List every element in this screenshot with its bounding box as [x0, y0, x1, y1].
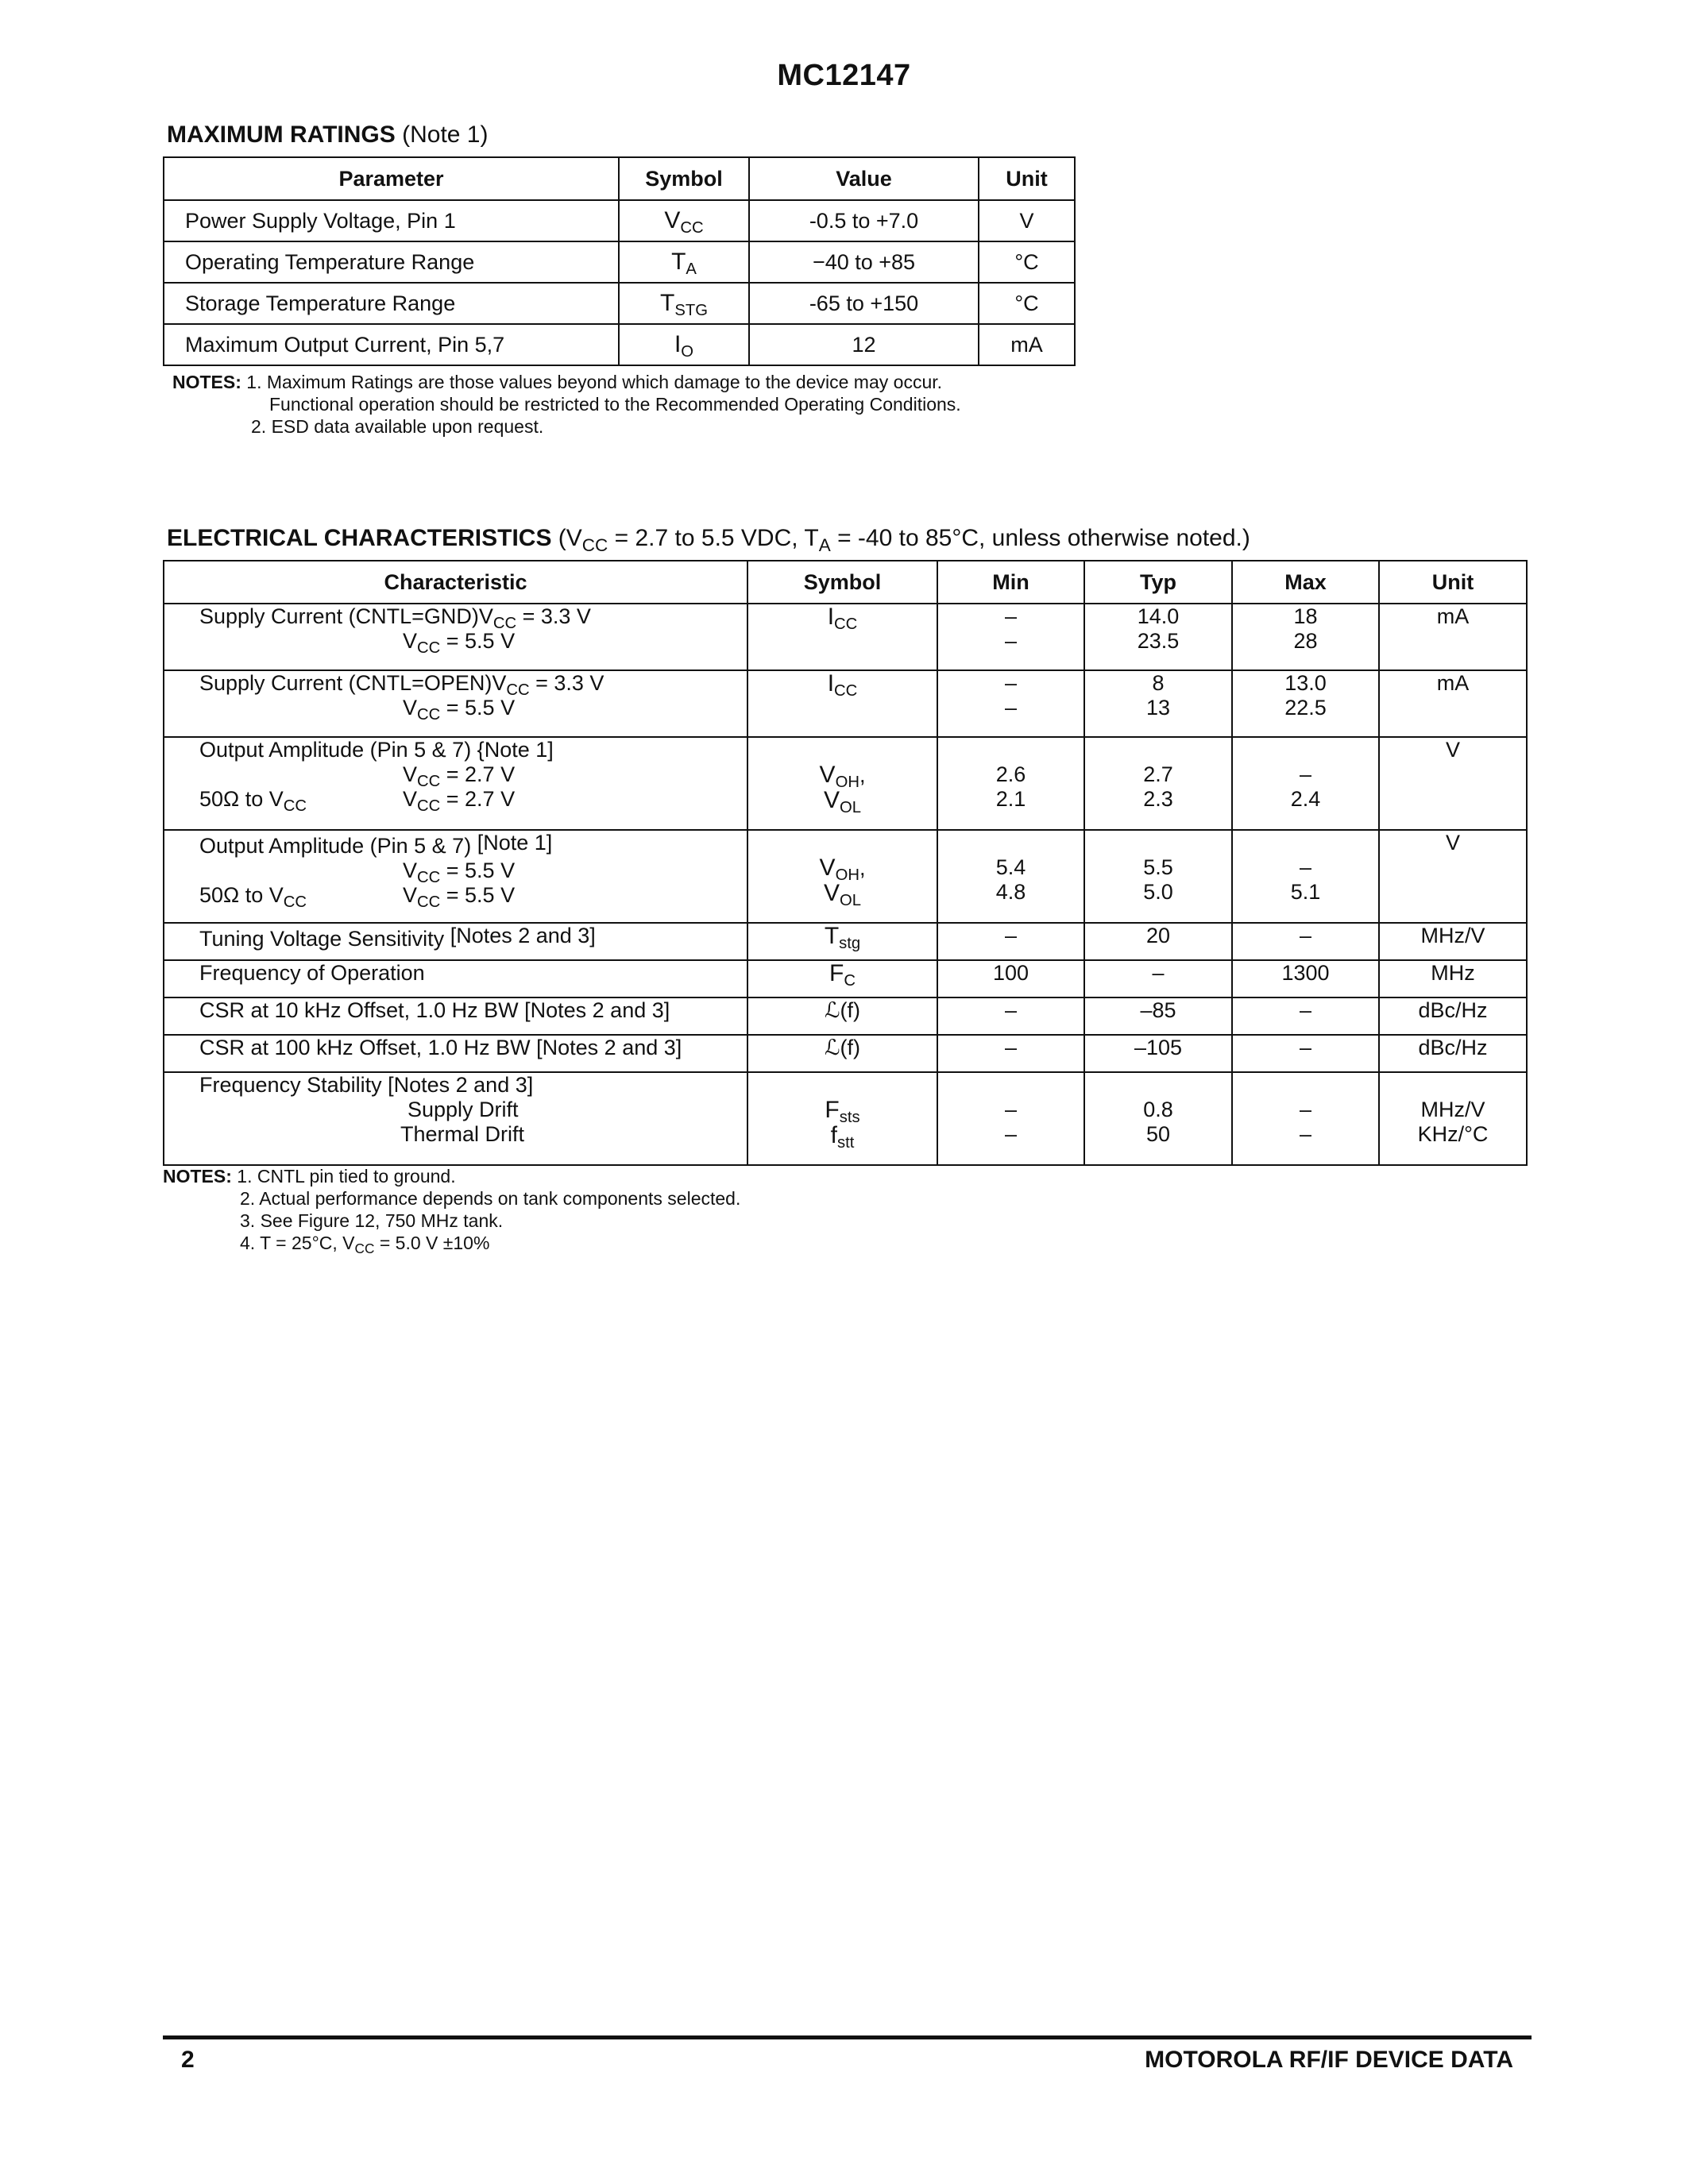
- param-cell: Storage Temperature Range: [164, 283, 619, 324]
- characteristic-cell: Frequency Stability [Notes 2 and 3] Supply Drift Thermal Drift: [164, 1072, 747, 1165]
- typ-cell: 2.7 2.3: [1084, 737, 1232, 830]
- symbol-cell: $T_{stg}$: [747, 923, 937, 960]
- symbol-cell: ℒ(f): [747, 1035, 937, 1072]
- param-cell: Power Supply Voltage, Pin 1: [164, 200, 619, 241]
- table-row: [164, 241, 1075, 283]
- min-cell: –: [937, 1035, 1084, 1072]
- max-ratings-notes: [172, 371, 961, 438]
- typ-cell: 8 13: [1084, 670, 1232, 737]
- table-row: [164, 1072, 1527, 1165]
- max-cell: – 2.4: [1232, 737, 1379, 830]
- col-header: Value: [749, 157, 979, 200]
- max-cell: 18 28: [1232, 604, 1379, 670]
- unit-cell: °C: [979, 283, 1075, 324]
- note-item: 1. CNTL pin tied to ground.: [237, 1166, 456, 1187]
- symbol-cell: $I_{CC}$: [747, 604, 937, 670]
- table-row: [164, 737, 1527, 830]
- characteristic-cell: CSR at 100 kHz Offset, 1.0 Hz BW [Notes 2 and 3]: [164, 1035, 747, 1072]
- col-header: Typ: [1084, 561, 1232, 604]
- table-row: [164, 997, 1527, 1035]
- col-header: Symbol: [747, 561, 937, 604]
- table-row: [164, 670, 1527, 737]
- unit-cell: mA: [1379, 670, 1527, 737]
- unit-cell: MHz/V KHz/°C: [1379, 1072, 1527, 1165]
- page-number: 2: [181, 2047, 195, 2073]
- symbol-cell: ℒ(f): [747, 997, 937, 1035]
- max-cell: –: [1232, 1035, 1379, 1072]
- footer-title: MOTOROLA RF/IF DEVICE DATA: [1145, 2047, 1513, 2073]
- max-cell: 1300: [1232, 960, 1379, 997]
- max-cell: – 5.1: [1232, 830, 1379, 923]
- value-cell: −40 to +85: [749, 241, 979, 283]
- note-item: 4. T = 25°C, $V_{CC} = 5.0$ V ±10%: [240, 1233, 490, 1257]
- electrical-conditions: ($V_{CC} = 2.7$ to 5.5 VDC, $T_A = -40$ to 85°C, unless otherwise noted.): [558, 525, 1250, 555]
- typ-cell: 5.5 5.0: [1084, 830, 1232, 923]
- max-ratings-heading: [167, 121, 488, 149]
- col-header: Symbol: [619, 157, 749, 200]
- note-item: 2. Actual performance depends on tank components selected.: [240, 1188, 741, 1209]
- max-cell: – –: [1232, 1072, 1379, 1165]
- symbol-cell: $V_{CC}$: [619, 200, 749, 241]
- value-cell: -0.5 to +7.0: [749, 200, 979, 241]
- characteristic-cell: CSR at 10 kHz Offset, 1.0 Hz BW [Notes 2 and 3]: [164, 997, 747, 1035]
- characteristic-cell: Supply Current $(CNTL=OPEN)V_{CC} = 3.3$ V $V_{CC} = 5.5$ V: [164, 670, 747, 737]
- typ-cell: 20: [1084, 923, 1232, 960]
- col-header: Unit: [979, 157, 1075, 200]
- electrical-title: ELECTRICAL CHARACTERISTICS: [167, 525, 552, 551]
- note-item: 1. Maximum Ratings are those values beyond which damage to the device may occur.: [246, 372, 943, 392]
- characteristic-cell: Frequency of Operation: [164, 960, 747, 997]
- note-item: 3. See Figure 12, 750 MHz tank.: [240, 1210, 504, 1231]
- min-cell: 100: [937, 960, 1084, 997]
- unit-cell: mA: [979, 324, 1075, 365]
- symbol-cell: $F_C$: [747, 960, 937, 997]
- characteristic-cell: Output Amplitude (Pin 5 & 7) {Note 1] $V_{CC} = 2.7$ V 50Ω to $V_{CC}$ $V_{CC} = 2.7$ V: [164, 737, 747, 830]
- table-row: [164, 960, 1527, 997]
- min-cell: 2.6 2.1: [937, 737, 1084, 830]
- table-row: [164, 200, 1075, 241]
- typ-cell: –85: [1084, 997, 1232, 1035]
- symbol-cell: $F_{sts}$ $f_{stt}$: [747, 1072, 937, 1165]
- max-cell: –: [1232, 923, 1379, 960]
- page-title: MC12147: [777, 59, 911, 92]
- symbol-cell: $I_{CC}$: [747, 670, 937, 737]
- typ-cell: –: [1084, 960, 1232, 997]
- param-cell: Maximum Output Current, Pin 5,7: [164, 324, 619, 365]
- value-cell: -65 to +150: [749, 283, 979, 324]
- electrical-table: [163, 560, 1528, 1166]
- unit-cell: MHz/V: [1379, 923, 1527, 960]
- table-row: [164, 283, 1075, 324]
- symbol-cell: $V_{OH}$, $V_{OL}$: [747, 830, 937, 923]
- min-cell: 5.4 4.8: [937, 830, 1084, 923]
- electrical-heading: [167, 524, 1250, 553]
- min-cell: – –: [937, 670, 1084, 737]
- electrical-notes: [163, 1165, 741, 1257]
- min-cell: –: [937, 997, 1084, 1035]
- table-row: [164, 1035, 1527, 1072]
- max-cell: 13.0 22.5: [1232, 670, 1379, 737]
- table-row: [164, 923, 1527, 960]
- unit-cell: MHz: [1379, 960, 1527, 997]
- typ-cell: 0.8 50: [1084, 1072, 1232, 1165]
- max-ratings-note-ref: (Note 1): [402, 122, 489, 148]
- table-row: [164, 830, 1527, 923]
- note-item: Functional operation should be restricted to the Recommended Operating Conditions.: [269, 394, 961, 415]
- typ-cell: 14.0 23.5: [1084, 604, 1232, 670]
- unit-cell: V: [1379, 830, 1527, 923]
- characteristic-cell: Output Amplitude (Pin 5 & 7) [Note 1] $V_{CC} = 5.5$ V 50Ω to $V_{CC}$ $V_{CC} = 5.5$ V: [164, 830, 747, 923]
- min-cell: – –: [937, 1072, 1084, 1165]
- unit-cell: °C: [979, 241, 1075, 283]
- table-header-row: [164, 157, 1075, 200]
- unit-cell: V: [979, 200, 1075, 241]
- notes-label: NOTES:: [163, 1166, 232, 1187]
- col-header: Unit: [1379, 561, 1527, 604]
- typ-cell: –105: [1084, 1035, 1232, 1072]
- max-ratings-table: [163, 156, 1076, 366]
- max-ratings-title: MAXIMUM RATINGS: [167, 122, 396, 148]
- footer-rule: [163, 2035, 1532, 2039]
- characteristic-cell: Tuning Voltage Sensitivity [Notes 2 and 3]: [164, 923, 747, 960]
- col-header: Min: [937, 561, 1084, 604]
- min-cell: – –: [937, 604, 1084, 670]
- symbol-cell: $V_{OH}$, $V_{OL}$: [747, 737, 937, 830]
- unit-cell: dBc/Hz: [1379, 997, 1527, 1035]
- max-cell: –: [1232, 997, 1379, 1035]
- symbol-cell: $I_O$: [619, 324, 749, 365]
- min-cell: –: [937, 923, 1084, 960]
- note-item: 2. ESD data available upon request.: [251, 416, 544, 437]
- unit-cell: mA: [1379, 604, 1527, 670]
- col-header: Characteristic: [164, 561, 747, 604]
- unit-cell: dBc/Hz: [1379, 1035, 1527, 1072]
- table-row: [164, 324, 1075, 365]
- table-row: [164, 604, 1527, 670]
- param-cell: Operating Temperature Range: [164, 241, 619, 283]
- value-cell: 12: [749, 324, 979, 365]
- col-header: Max: [1232, 561, 1379, 604]
- symbol-cell: $T_{STG}$: [619, 283, 749, 324]
- characteristic-cell: Supply Current $(CNTL=GND)V_{CC} = 3.3$ V $V_{CC} = 5.5$ V: [164, 604, 747, 670]
- col-header: Parameter: [164, 157, 619, 200]
- symbol-cell: $T_A$: [619, 241, 749, 283]
- notes-label: NOTES:: [172, 372, 241, 392]
- unit-cell: V: [1379, 737, 1527, 830]
- table-header-row: [164, 561, 1527, 604]
